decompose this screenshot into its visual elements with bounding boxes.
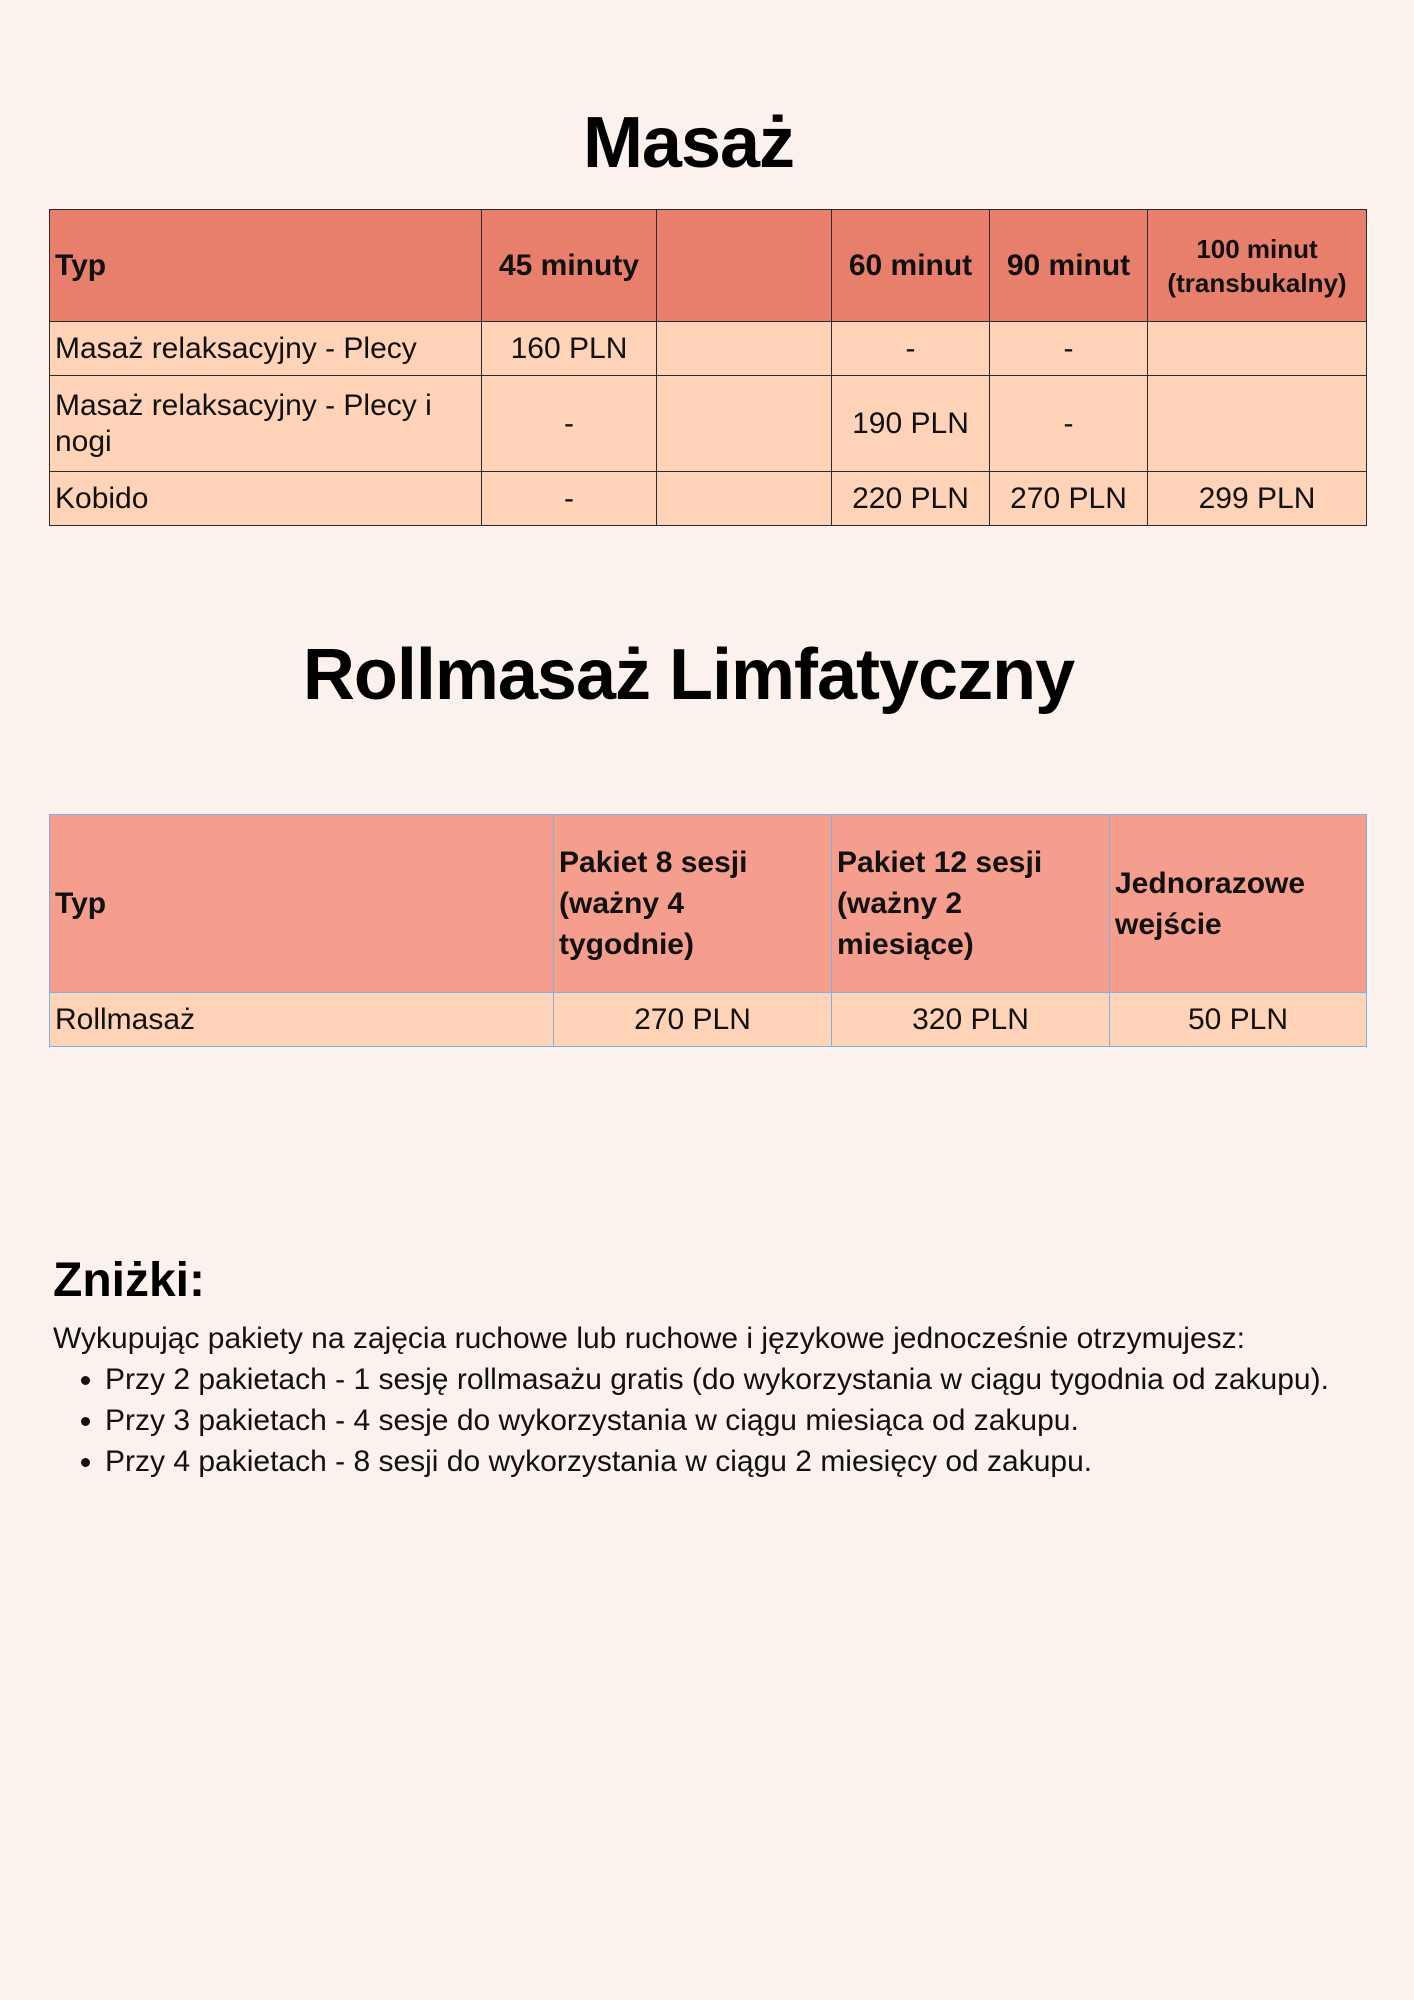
table-row (50, 472, 1367, 526)
cell-price: - (990, 322, 1148, 376)
column-header-100-minut: 100 minut (transbukalny) (1148, 210, 1367, 322)
table-header-row (50, 210, 1367, 322)
column-header-typ: Typ (50, 815, 554, 993)
masaz-price-table (49, 209, 1367, 526)
cell-price: 299 PLN (1148, 472, 1367, 526)
column-header-pakiet-8: Pakiet 8 sesji (ważny 4 tygodnie) (554, 815, 832, 993)
cell-price: 270 PLN (990, 472, 1148, 526)
table-row (50, 322, 1367, 376)
column-header-90-minut: 90 minut (990, 210, 1148, 322)
table-header-row (50, 815, 1367, 993)
cell-type: Kobido (50, 472, 482, 526)
rollmasaz-title: Rollmasaż Limfatyczny (302, 635, 1075, 715)
masaz-title: Masaż (582, 103, 795, 183)
cell-price: 190 PLN (832, 376, 990, 472)
list-item: • Przy 2 pakietach - 1 sesję rollmasażu gratis (do wykorzystania w ciągu tygodnia od zakupu). (105, 1359, 1353, 1400)
cell-price: - (482, 472, 657, 526)
cell-type: Masaż relaksacyjny - Plecy (50, 322, 482, 376)
cell-price (1148, 376, 1367, 472)
column-header-45-minuty: 45 minuty (482, 210, 657, 322)
cell-price: 50 PLN (1110, 993, 1367, 1047)
cell-type: Rollmasaż (50, 993, 554, 1047)
rollmasaz-price-table (49, 814, 1367, 1047)
column-header-jednorazowe: Jednorazowe wejście (1110, 815, 1367, 993)
cell-price: 220 PLN (832, 472, 990, 526)
column-header-empty (657, 210, 832, 322)
cell-price (657, 472, 832, 526)
cell-price: 320 PLN (832, 993, 1110, 1047)
cell-price: - (482, 376, 657, 472)
table-row (50, 993, 1367, 1047)
discounts-section (53, 1250, 1353, 1482)
cell-price (1148, 322, 1367, 376)
cell-type: Masaż relaksacyjny - Plecy i nogi (50, 376, 482, 472)
table-row (50, 376, 1367, 472)
cell-price (657, 376, 832, 472)
cell-price: 160 PLN (482, 322, 657, 376)
cell-price: 270 PLN (554, 993, 832, 1047)
column-header-60-minut: 60 minut (832, 210, 990, 322)
discounts-heading: Zniżki: (53, 1254, 205, 1307)
cell-price (657, 322, 832, 376)
list-item: • Przy 4 pakietach - 8 sesji do wykorzystania w ciągu 2 miesięcy od zakupu. (105, 1441, 1353, 1482)
list-item: • Przy 3 pakietach - 4 sesje do wykorzystania w ciągu miesiąca od zakupu. (105, 1400, 1353, 1441)
column-header-pakiet-12: Pakiet 12 sesji (ważny 2 miesiące) (832, 815, 1110, 993)
discounts-list (53, 1359, 1353, 1482)
cell-price: - (990, 376, 1148, 472)
discounts-intro: Wykupując pakiety na zajęcia ruchowe lub ruchowe i językowe jednocześnie otrzymujesz: (53, 1322, 1245, 1355)
cell-price: - (832, 322, 990, 376)
column-header-typ: Typ (50, 210, 482, 322)
